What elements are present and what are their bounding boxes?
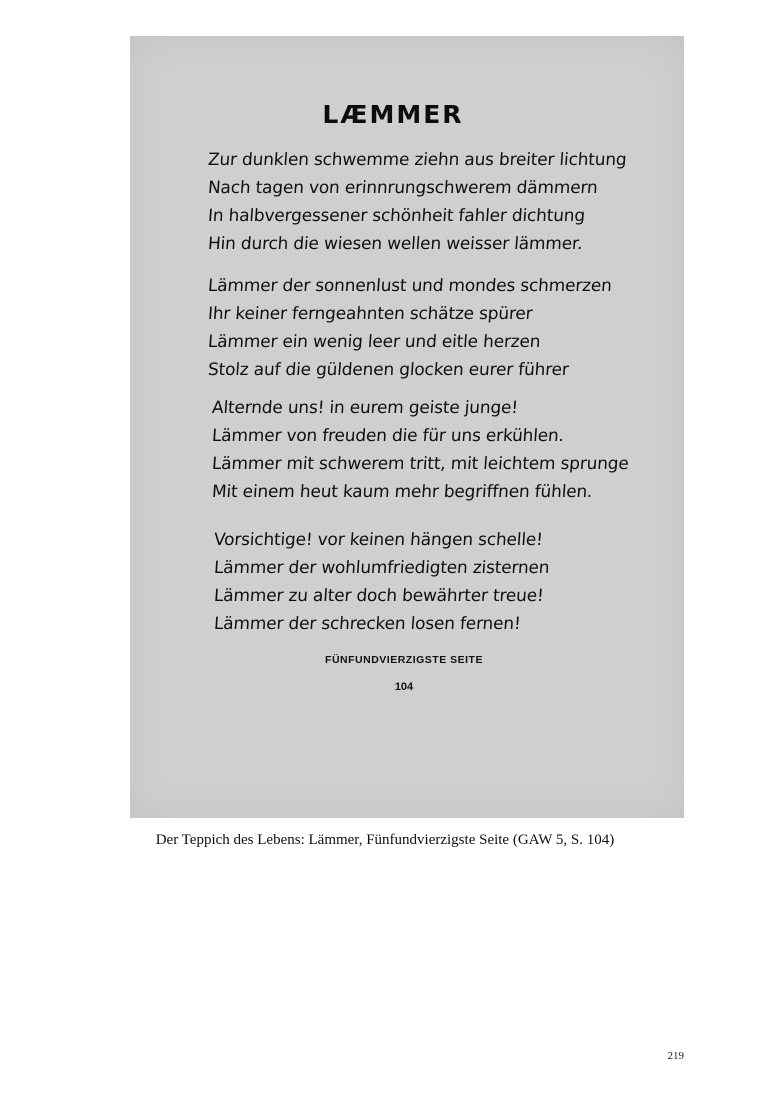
poem-line: Lämmer der sonnenlust und mondes schmerzen: [207, 276, 613, 296]
poem-line: Hin durch die wiesen wellen weisser lämmer.: [207, 234, 584, 254]
poem-line: Ihr keiner ferngeahnten schätze spürer: [207, 304, 534, 324]
poem-line: Lämmer zu alter doch bewährter treue!: [213, 586, 545, 606]
stanza-2: [208, 272, 628, 384]
poem-line: Mit einem heut kaum mehr begriffnen fühlen.: [211, 482, 593, 502]
poem-title: LÆMMER: [322, 100, 464, 129]
stanza-1: [208, 146, 628, 258]
stanza-3: [212, 394, 632, 506]
poem-line: Lämmer mit schwerem tritt, mit leichtem sprunge: [211, 454, 630, 474]
poem-line: Lämmer ein wenig leer und eitle herzen: [207, 332, 541, 352]
section-label: FÜNFUNDVIERZIGSTE SEITE: [325, 654, 483, 666]
poem-line: Lämmer der wohlumfriedigten zisternen: [213, 558, 551, 578]
poem-line: In halbvergessener schönheit fahler dichtung: [207, 206, 586, 226]
poem-line: Alternde uns! in eurem geiste junge!: [211, 398, 519, 418]
figure-caption: Der Teppich des Lebens: Lämmer, Fünfundvierzigste Seite (GAW 5, S. 104): [155, 832, 615, 848]
poem-line: Lämmer der schrecken losen fernen!: [213, 614, 522, 634]
poem-line: Zur dunklen schwemme ziehn aus breiter lichtung: [207, 150, 628, 170]
facsimile-plate: [130, 36, 684, 818]
poem-line: Stolz auf die güldenen glocken eurer führer: [207, 360, 570, 380]
stanza-4: [214, 526, 634, 638]
poem-line: Vorsichtige! vor keinen hängen schelle!: [213, 530, 544, 550]
poem-line: Lämmer von freuden die für uns erkühlen.: [211, 426, 565, 446]
plate-page-number: 104: [394, 681, 414, 693]
page-number: 219: [667, 1050, 684, 1062]
poem-line: Nach tagen von erinnrungschwerem dämmern: [207, 178, 599, 198]
